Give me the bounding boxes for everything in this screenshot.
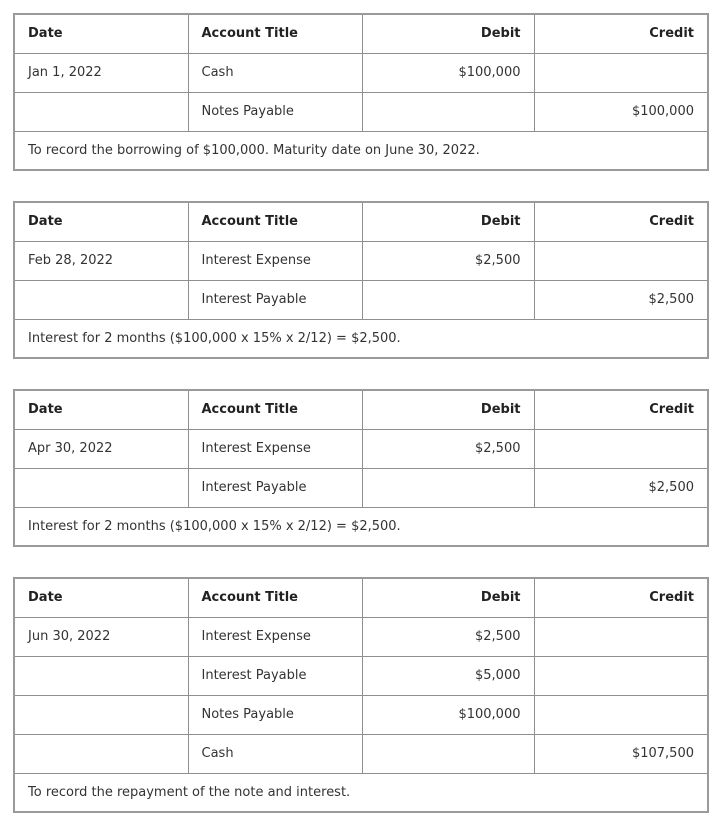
journal-entry-3 — [13, 389, 709, 547]
date-cell: Apr 30, 2022 — [14, 429, 188, 468]
date-cell: Feb 28, 2022 — [14, 241, 188, 280]
debit-header: Debit — [362, 578, 534, 617]
account-cell: Interest Payable — [188, 656, 362, 695]
date-cell — [14, 468, 188, 507]
journal-entry-2 — [13, 201, 709, 359]
memo-row — [14, 507, 708, 546]
credit-cell — [534, 53, 708, 92]
credit-cell — [534, 429, 708, 468]
table-row — [14, 734, 708, 773]
debit-cell: $2,500 — [362, 429, 534, 468]
date-header: Date — [14, 578, 188, 617]
credit-cell — [534, 695, 708, 734]
date-header: Date — [14, 390, 188, 429]
date-cell: Jan 1, 2022 — [14, 53, 188, 92]
account-cell: Cash — [188, 734, 362, 773]
credit-cell: $2,500 — [534, 468, 708, 507]
date-cell: Jun 30, 2022 — [14, 617, 188, 656]
memo-row — [14, 319, 708, 358]
debit-header: Debit — [362, 202, 534, 241]
credit-header: Credit — [534, 14, 708, 53]
header-row — [14, 390, 708, 429]
account-cell: Interest Expense — [188, 617, 362, 656]
date-cell — [14, 695, 188, 734]
debit-cell — [362, 468, 534, 507]
memo-cell: To record the borrowing of $100,000. Maturity date on June 30, 2022. — [14, 131, 708, 170]
account-title-header: Account Title — [188, 390, 362, 429]
table-row — [14, 617, 708, 656]
credit-cell — [534, 656, 708, 695]
credit-header: Credit — [534, 578, 708, 617]
date-cell — [14, 734, 188, 773]
account-cell: Cash — [188, 53, 362, 92]
memo-row — [14, 773, 708, 812]
credit-cell: $100,000 — [534, 92, 708, 131]
header-row — [14, 202, 708, 241]
date-header: Date — [14, 14, 188, 53]
credit-cell: $2,500 — [534, 280, 708, 319]
account-cell: Notes Payable — [188, 695, 362, 734]
debit-cell: $100,000 — [362, 53, 534, 92]
date-cell — [14, 656, 188, 695]
memo-cell: To record the repayment of the note and interest. — [14, 773, 708, 812]
date-cell — [14, 280, 188, 319]
credit-cell: $107,500 — [534, 734, 708, 773]
account-title-header: Account Title — [188, 578, 362, 617]
debit-cell — [362, 280, 534, 319]
credit-header: Credit — [534, 202, 708, 241]
date-header: Date — [14, 202, 188, 241]
account-cell: Interest Payable — [188, 468, 362, 507]
debit-header: Debit — [362, 14, 534, 53]
memo-row — [14, 131, 708, 170]
memo-cell: Interest for 2 months ($100,000 x 15% x 2/12) = $2,500. — [14, 507, 708, 546]
journal-entry-1 — [13, 13, 709, 171]
table-row — [14, 241, 708, 280]
table-row — [14, 656, 708, 695]
debit-header: Debit — [362, 390, 534, 429]
table-row — [14, 468, 708, 507]
date-cell — [14, 92, 188, 131]
account-title-header: Account Title — [188, 202, 362, 241]
table-row — [14, 695, 708, 734]
credit-cell — [534, 617, 708, 656]
account-title-header: Account Title — [188, 14, 362, 53]
account-cell: Notes Payable — [188, 92, 362, 131]
credit-header: Credit — [534, 390, 708, 429]
header-row — [14, 578, 708, 617]
credit-cell — [534, 241, 708, 280]
account-cell: Interest Payable — [188, 280, 362, 319]
debit-cell — [362, 734, 534, 773]
header-row — [14, 14, 708, 53]
debit-cell: $2,500 — [362, 241, 534, 280]
debit-cell: $2,500 — [362, 617, 534, 656]
journal-entry-4 — [13, 577, 709, 813]
account-cell: Interest Expense — [188, 429, 362, 468]
debit-cell — [362, 92, 534, 131]
table-row — [14, 53, 708, 92]
table-row — [14, 92, 708, 131]
debit-cell: $5,000 — [362, 656, 534, 695]
memo-cell: Interest for 2 months ($100,000 x 15% x 2/12) = $2,500. — [14, 319, 708, 358]
table-row — [14, 280, 708, 319]
account-cell: Interest Expense — [188, 241, 362, 280]
table-row — [14, 429, 708, 468]
debit-cell: $100,000 — [362, 695, 534, 734]
